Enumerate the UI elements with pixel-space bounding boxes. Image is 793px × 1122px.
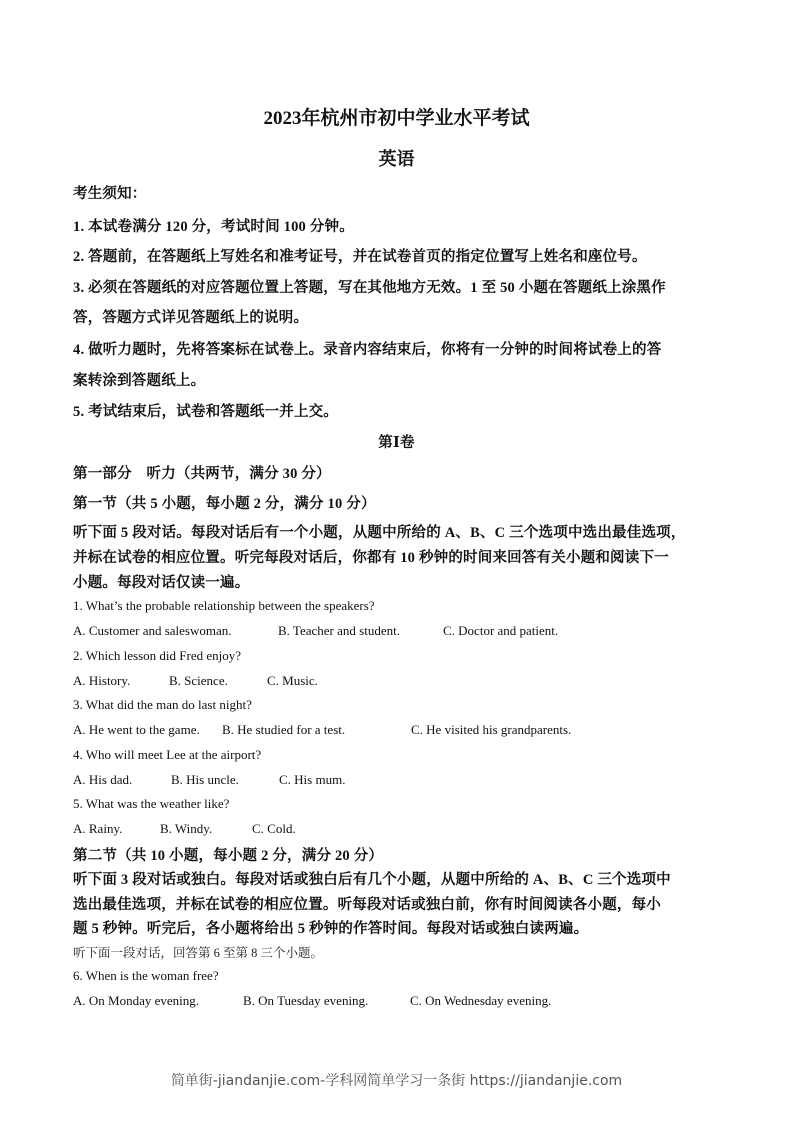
option-a: A. Customer and saleswoman. bbox=[73, 623, 232, 638]
watermark-footer: 简单街-jiandanjie.com-学科网简单学习一条街 https://jiandanjie.com bbox=[170, 1073, 623, 1089]
notice-item: 3. 必须在答题纸的对应答题位置上答题，写在其他地方无效。1 至 50 小题在答题纸上涂黑作 bbox=[73, 280, 666, 296]
option-b: B. Windy. bbox=[160, 821, 213, 836]
option-b: B. Teacher and student. bbox=[278, 623, 400, 638]
option-c: C. Cold. bbox=[252, 821, 296, 836]
option-c: C. Doctor and patient. bbox=[443, 623, 559, 638]
section1-instructions: 小题。每段对话仅读一遍。 bbox=[73, 575, 250, 591]
subject-title: 英语 bbox=[378, 149, 415, 169]
option-a: A. He went to the game. bbox=[73, 722, 200, 737]
option-b: B. Science. bbox=[169, 673, 228, 688]
option-c: C. He visited his grandparents. bbox=[411, 722, 572, 737]
exam-title: 2023年杭州市初中学业水平考试 bbox=[263, 108, 530, 129]
question-6: 6. When is the woman free? bbox=[73, 968, 219, 983]
part1-heading: 第一部分 听力（共两节，满分 30 分） bbox=[73, 466, 331, 482]
question-2: 2. Which lesson did Fred enjoy? bbox=[73, 648, 242, 663]
notice-item: 2. 答题前，在答题纸上写姓名和准考证号，并在试卷首页的指定位置写上姓名和座位号。 bbox=[73, 249, 647, 265]
sub-instruction: 听下面一段对话，回答第 6 至第 8 三个小题。 bbox=[73, 946, 324, 960]
option-a: A. On Monday evening. bbox=[73, 993, 200, 1008]
notice-item: 1. 本试卷满分 120 分，考试时间 100 分钟。 bbox=[73, 219, 354, 235]
section2-instructions: 听下面 3 段对话或独白。每段对话或独白后有几个小题，从题中所给的 A、B、C 三个选项中 bbox=[73, 872, 671, 888]
option-b: B. His uncle. bbox=[171, 772, 239, 787]
notice-item: 答，答题方式详见答题纸上的说明。 bbox=[73, 310, 309, 326]
question-5: 5. What was the weather like? bbox=[73, 796, 230, 811]
question-1: 1. What’s the probable relationship between the speakers? bbox=[73, 598, 375, 613]
section1-instructions: 并标在试卷的相应位置。听完每段对话后，你都有 10 秒钟的时间来回答有关小题和阅读下一 bbox=[73, 550, 669, 566]
question-3: 3. What did the man do last night? bbox=[73, 697, 252, 712]
option-c: C. His mum. bbox=[279, 772, 346, 787]
section2-heading: 第二节（共 10 小题，每小题 2 分，满分 20 分） bbox=[73, 848, 384, 864]
option-c: C. Music. bbox=[267, 673, 318, 688]
section2-instructions: 题 5 秒钟。听完后，各小题将给出 5 秒钟的作答时间。每段对话或独白读两遍。 bbox=[73, 921, 589, 937]
option-a: A. Rainy. bbox=[73, 821, 123, 836]
section1-instructions: 听下面 5 段对话。每段对话后有一个小题，从题中所给的 A、B、C 三个选项中选出最佳选项， bbox=[73, 525, 686, 541]
question-4: 4. Who will meet Lee at the airport? bbox=[73, 747, 262, 762]
option-a: A. History. bbox=[73, 673, 131, 688]
option-c: C. On Wednesday evening. bbox=[410, 993, 552, 1008]
notice-item: 5. 考试结束后，试卷和答题纸一并上交。 bbox=[73, 404, 338, 420]
notice-heading: 考生须知： bbox=[73, 186, 147, 202]
option-a: A. His dad. bbox=[73, 772, 133, 787]
option-b: B. He studied for a test. bbox=[222, 722, 346, 737]
section2-instructions: 选出最佳选项，并标在试卷的相应位置。听每段对话或独白前，你有时间阅读各小题，每小 bbox=[73, 897, 661, 913]
section1-heading: 第一节（共 5 小题，每小题 2 分，满分 10 分） bbox=[73, 496, 376, 512]
notice-item: 4. 做听力题时，先将答案标在试卷上。录音内容结束后，你将有一分钟的时间将试卷上的答 bbox=[73, 342, 662, 358]
option-b: B. On Tuesday evening. bbox=[243, 993, 369, 1008]
notice-item: 案转涂到答题纸上。 bbox=[73, 373, 206, 389]
volume-title: 第Ⅰ卷 bbox=[378, 435, 415, 451]
